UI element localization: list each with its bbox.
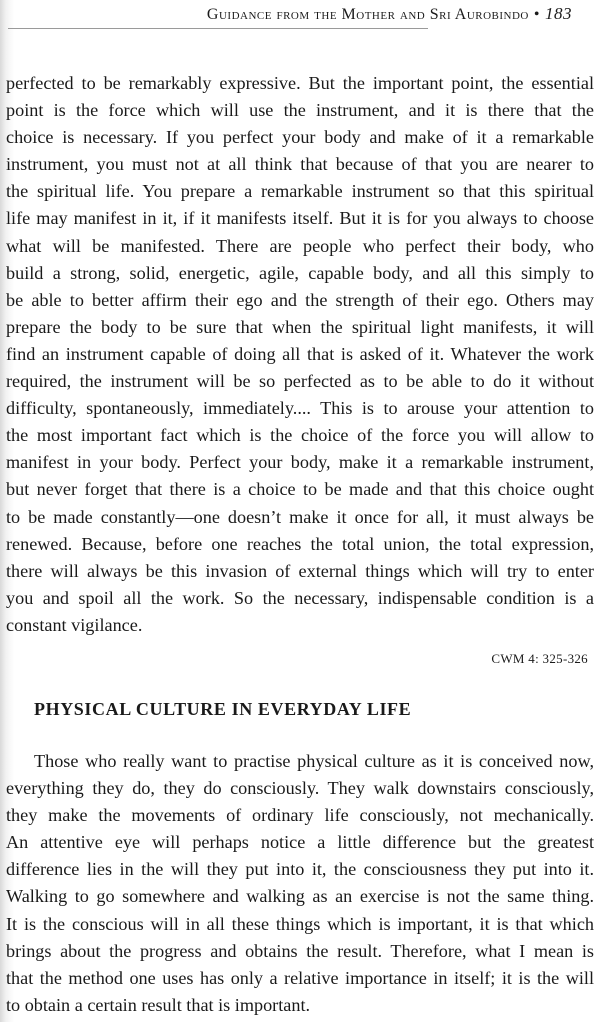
- text-line: you and spoil all the work. So the necessary, indispensable condition is a: [6, 587, 594, 608]
- running-head-title: Guidance from the Mother and Sri Aurobindo: [206, 6, 529, 23]
- text-line: they make the movements of ordinary life consciously, not mechanically.: [6, 805, 594, 826]
- text-line: renewed. Because, before one reaches the total union, the total expression,: [6, 533, 594, 554]
- running-head-separator: •: [533, 6, 540, 23]
- text-line: An attentive eye will perhaps notice a little difference but the greatest: [6, 832, 594, 853]
- text-line: to obtain a certain result that is important.: [6, 994, 311, 1015]
- text-line: constant vigilance.: [6, 614, 143, 635]
- text-line: life may manifest in it, if it manifests itself. But it is for you always to choose: [6, 208, 594, 229]
- text-line: required, the instrument will be so perfected as to be able to do it without: [6, 371, 594, 392]
- text-line: point is the force which will use the instrument, and it is there that the: [6, 100, 594, 121]
- running-head: [207, 4, 572, 24]
- header-rule: [8, 28, 428, 29]
- text-line: but never forget that there is a choice to be made and that this choice ought: [6, 479, 594, 500]
- section-heading: PHYSICAL CULTURE IN EVERYDAY LIFE: [34, 699, 412, 719]
- text-line: to be made constantly—one doesn’t make it once for all, it must always be: [6, 506, 594, 527]
- text-line: everything they do, they do consciously. They walk downstairs consciously,: [6, 778, 594, 799]
- text-line: find an instrument capable of doing all that is asked of it. Whatever the work: [6, 343, 594, 364]
- text-line: the most important fact which is the choice of the force you will allow to: [6, 425, 594, 446]
- text-line: manifest in your body. Perfect your body, make it a remarkable instrument,: [6, 452, 594, 473]
- text-line: there will always be this invasion of external things which will try to enter: [6, 560, 594, 581]
- text-line: build a strong, solid, energetic, agile, capable body, and all this simply to: [6, 262, 594, 283]
- text-line: difference lies in the will they put into it, the consciousness they put into it.: [6, 859, 594, 880]
- text-line: choice is necessary. If you perfect your body and make of it a remarkable: [6, 127, 594, 148]
- text-line: It is the conscious will in all these things which is important, it is that which: [6, 913, 594, 934]
- text-line: perfected to be remarkably expressive. But the important point, the essential: [6, 73, 594, 93]
- text-line: be able to better affirm their ego and the strength of their ego. Others may: [6, 289, 594, 310]
- citation: CWM 4: 325-326: [491, 651, 588, 666]
- text-line: Walking to go somewhere and walking as an exercise is not the same thing.: [6, 886, 594, 907]
- text-line: Those who really want to practise physical culture as it is conceived now,: [34, 751, 594, 771]
- text-line: instrument, you must not at all think that because of that you are nearer to: [6, 154, 594, 175]
- text-line: prepare the body to be sure that when the spiritual light manifests, it will: [6, 316, 594, 337]
- paragraph-1: [6, 70, 594, 639]
- text-line: difficulty, spontaneously, immediately.... This is to arouse your attention to: [6, 398, 594, 419]
- page-number: 183: [545, 4, 572, 23]
- text-line: the spiritual life. You prepare a remarkable instrument so that this spiritual: [6, 181, 594, 202]
- text-line: what will be manifested. There are people who perfect their body, who: [6, 235, 594, 256]
- paragraph-2: [6, 748, 594, 1019]
- text-line: that the method one uses has only a relative importance in itself; it is the will: [6, 967, 594, 988]
- text-line: brings about the progress and obtains the result. Therefore, what I mean is: [6, 940, 594, 961]
